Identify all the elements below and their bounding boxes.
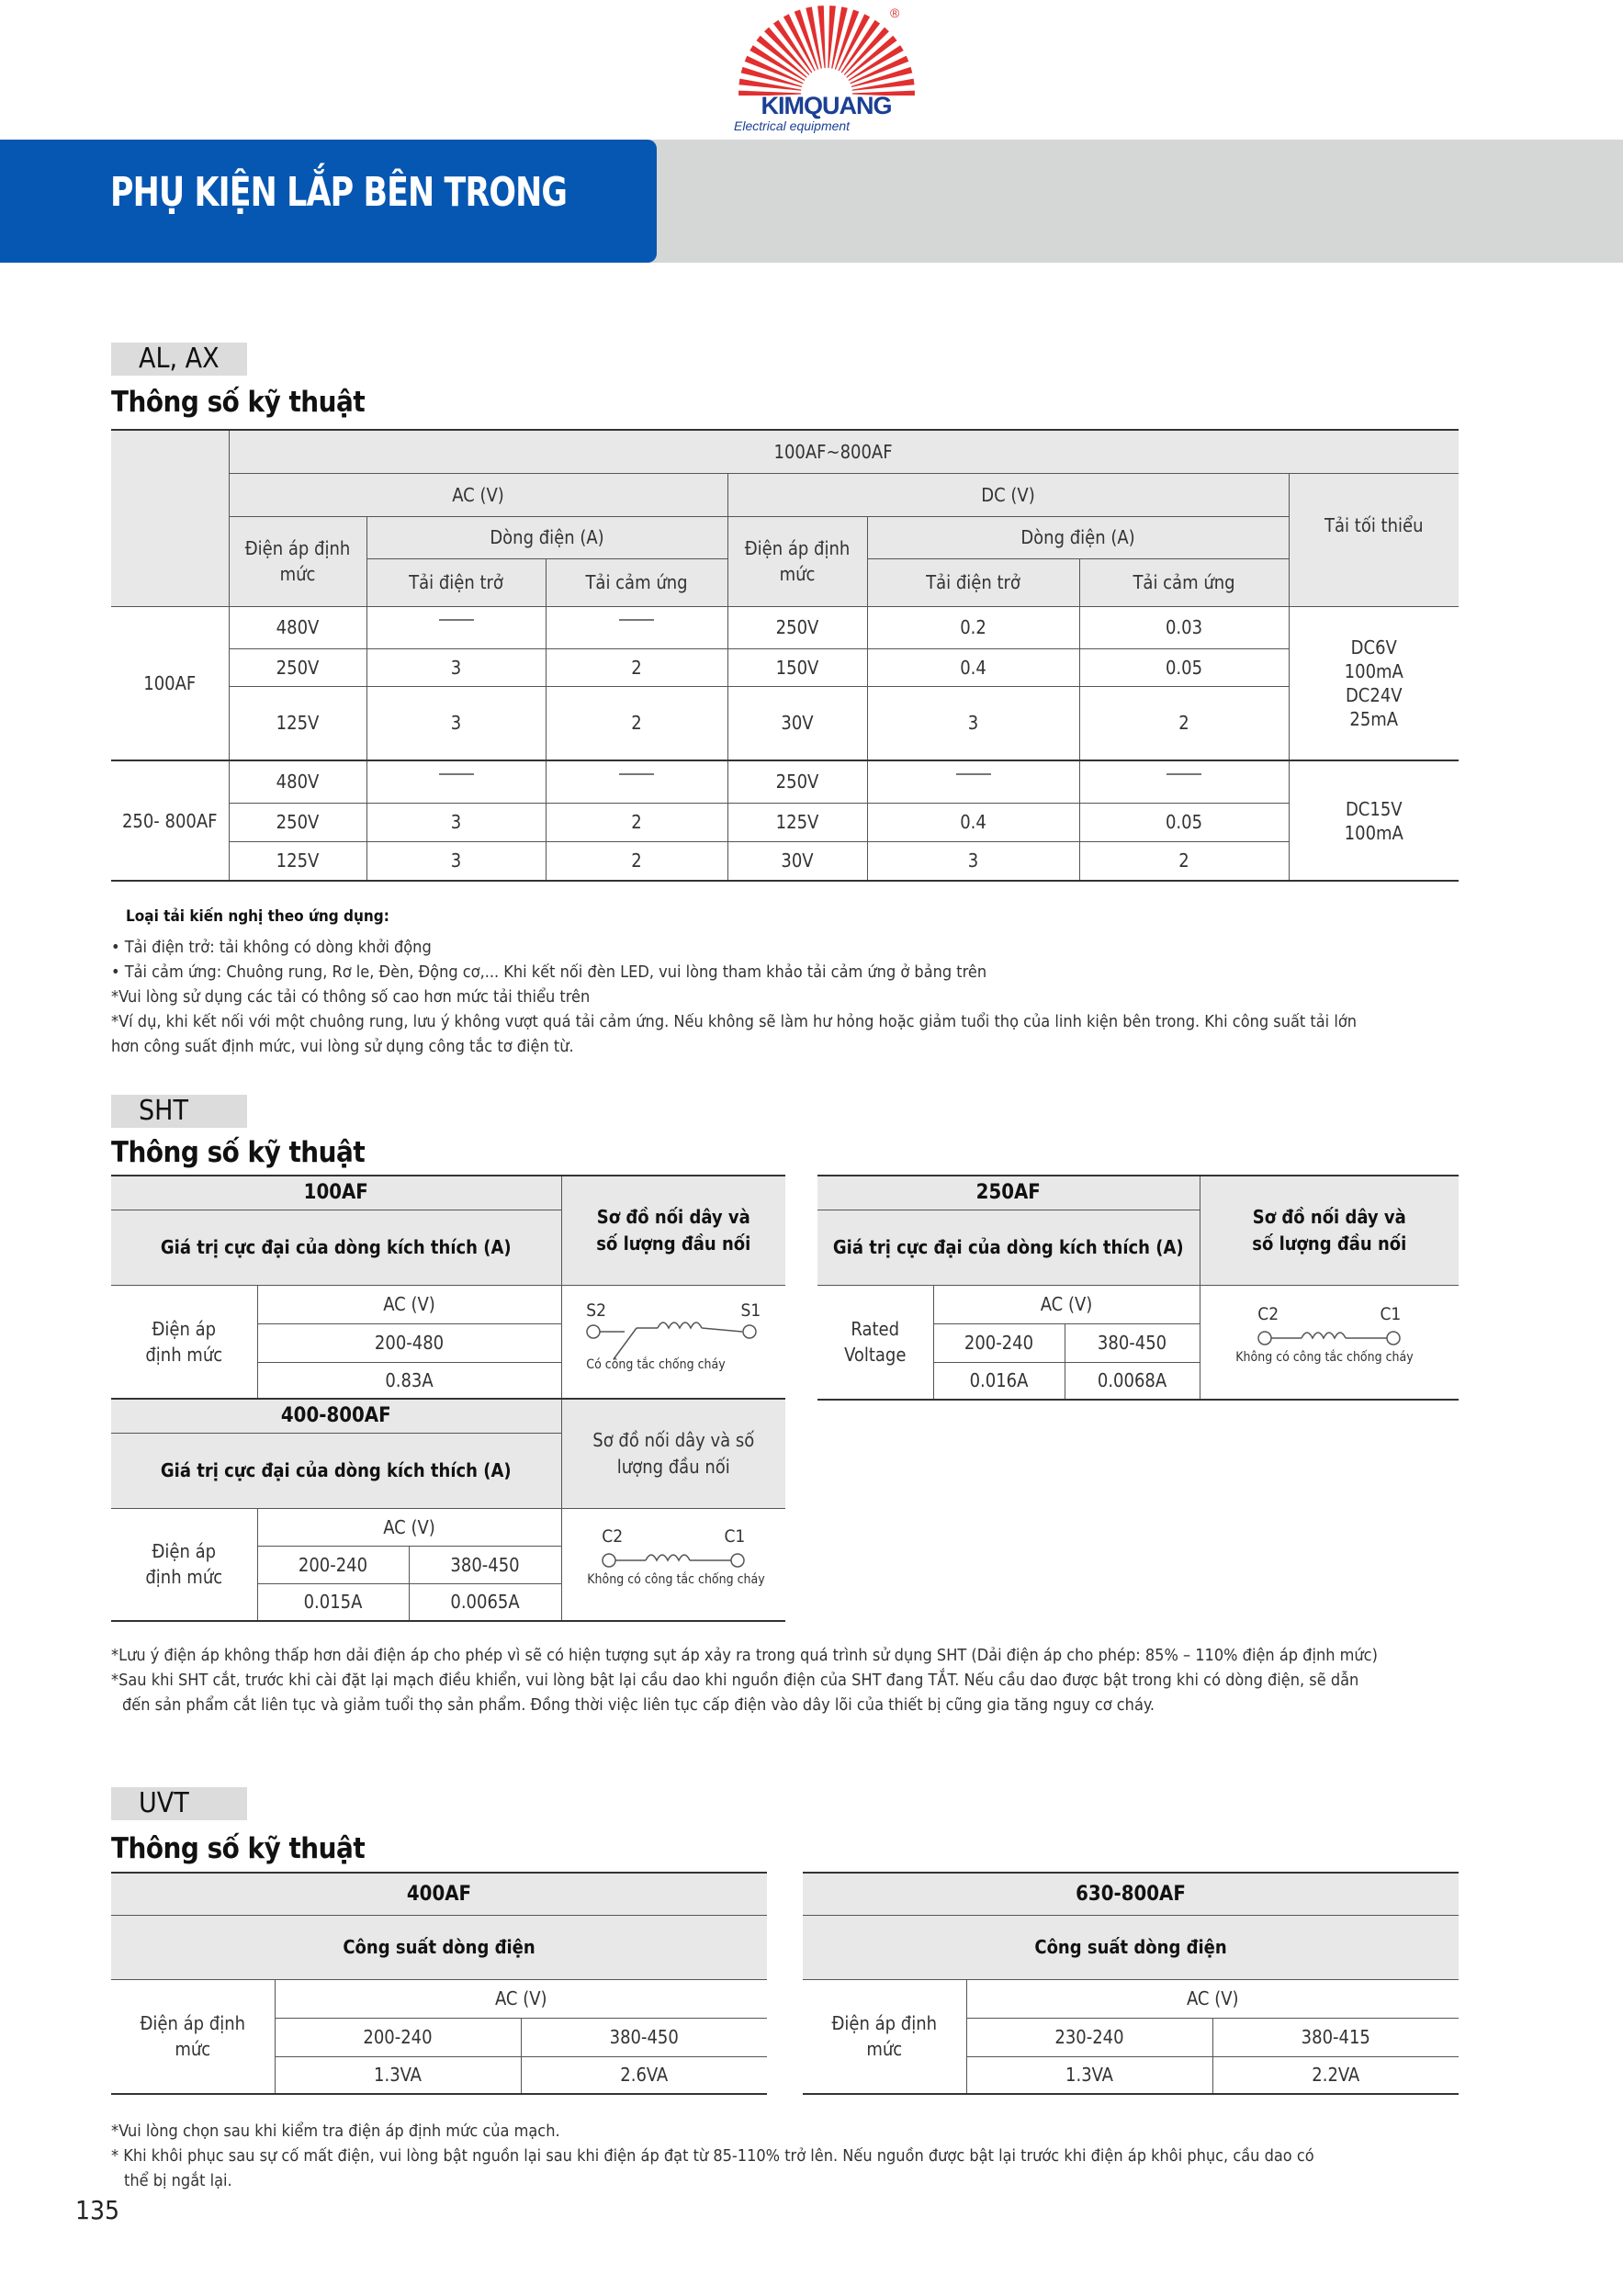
- ac-resistive-header: Tải điện trở: [366, 558, 546, 606]
- ac-resistive-cell: [366, 760, 546, 803]
- ac-resistive-cell: [366, 606, 546, 648]
- table-row: [111, 686, 1459, 760]
- min-load-cell: [1289, 760, 1459, 881]
- note-bullet: • Tải điện trở: tải không có dòng khởi động: [111, 938, 432, 957]
- dc-rated-voltage-header: Điện áp định mức: [727, 516, 867, 606]
- al-ax-spec-table: [111, 429, 1459, 882]
- uvt-630af-voltage: 380-415: [1212, 2018, 1459, 2056]
- dash-mark: [439, 619, 474, 621]
- ac-inductive-cell: 2: [546, 803, 727, 841]
- coil-icon: [591, 1547, 756, 1574]
- uvt-400af-voltage: 380-450: [521, 2018, 767, 2056]
- dc-resistive-cell: 0.4: [867, 803, 1079, 841]
- uvt-630af-voltage: 230-240: [966, 2018, 1212, 2056]
- wiring-diagram-no-switch: [587, 1525, 765, 1594]
- sht-250af-frame: 250AF: [817, 1176, 1200, 1210]
- ac-resistive-cell: 3: [366, 841, 546, 881]
- sht-100af-current: 0.83A: [257, 1362, 561, 1399]
- sht-400af-current: 0.015A: [257, 1583, 409, 1621]
- sht-400af-ac: AC (V): [257, 1508, 561, 1546]
- uvt-400af-voltage: 200-240: [275, 2018, 521, 2056]
- uvt-400af-header: Công suất dòng điện: [111, 1915, 767, 1979]
- dc-inductive-cell: 2: [1079, 841, 1289, 881]
- ac-header: AC (V): [229, 473, 727, 516]
- dc-voltage-cell: 30V: [727, 686, 867, 760]
- sht-400af-diagram-header: Sơ đồ nối dây và số lượng đầu nối: [561, 1399, 785, 1508]
- ac-inductive-cell: 2: [546, 686, 727, 760]
- table-row: [111, 648, 1459, 686]
- registered-mark: ®: [890, 6, 900, 20]
- sht-400af-voltage: 380-450: [409, 1546, 561, 1583]
- dc-voltage-cell: 125V: [727, 803, 867, 841]
- ac-resistive-cell: 3: [366, 686, 546, 760]
- diagram-caption: Không có công tắc chống cháy: [587, 1571, 765, 1587]
- diagram-caption: Không có công tắc chống cháy: [1235, 1349, 1414, 1365]
- uvt-630af-power: 1.3VA: [966, 2056, 1212, 2094]
- coil-icon: [1228, 1324, 1430, 1352]
- al-ax-notes: [111, 905, 1452, 1059]
- dc-resistive-cell: 3: [867, 841, 1079, 881]
- brand-name: KIMQUANG: [761, 92, 892, 119]
- uvt-notes: [111, 2119, 1333, 2193]
- terminal-label-left: S2: [586, 1300, 607, 1322]
- note-remark: *Vui lòng chọn sau khi kiểm tra điện áp định mức của mạch.: [111, 2122, 560, 2141]
- dc-resistive-cell: 0.2: [867, 606, 1079, 648]
- uvt-630af-header: Công suất dòng điện: [803, 1915, 1459, 1979]
- ac-resistive-cell: 3: [366, 803, 546, 841]
- note-remark: *Lưu ý điện áp không thấp hơn dải điện áp cho phép vì sẽ có hiện tượng sụt áp xảy ra trong quá trình sử dụng SHT (Dải điện áp cho phép: 85% – 110% điện áp định mức): [111, 1646, 1378, 1665]
- note-remark: *Sau khi SHT cắt, trước khi cài đặt lại mạch điều khiển, vui lòng bật lại cầu dao khi nguồn điện của SHT đang TẮT. Nếu cầu dao được bật trong khi có dòng điện, sẽ dẫn đến sản phẩm cắt liên tục và giảm tuổi thọ sản phẩm. Đồng thời việc liên tục cấp điện vào dây lõi của thiết bị cũng gia tăng nguy cơ cháy.: [111, 1671, 1359, 1715]
- sht-250af-current: 0.016A: [933, 1362, 1065, 1400]
- ac-current-header: Dòng điện (A): [366, 516, 727, 558]
- dc-resistive-header: Tải điện trở: [867, 558, 1079, 606]
- uvt-400af-row-label: Điện áp định mức: [111, 1979, 275, 2094]
- sht-100af-row-label: Điện áp định mức: [111, 1285, 257, 1399]
- sht-100af-ac: AC (V): [257, 1285, 561, 1323]
- min-load-line: 100mA: [1344, 821, 1403, 844]
- sht-400af-row-label: Điện áp định mức: [111, 1508, 257, 1621]
- min-load-header: Tải tối thiểu: [1289, 473, 1459, 606]
- table-row: [111, 803, 1459, 841]
- terminal-label-right: S1: [740, 1300, 761, 1322]
- sht-250af-row-label: Rated Voltage: [817, 1285, 933, 1400]
- notes-heading: Loại tải kiến nghị theo ứng dụng:: [126, 907, 389, 926]
- min-load-cell: [1289, 606, 1459, 760]
- note-bullet: • Tải cảm ứng: Chuông rung, Rơ le, Đèn, Động cơ,... Khi kết nối đèn LED, vui lòng tham khảo tải cảm ứng ở bảng trên: [111, 962, 987, 982]
- table-row: [111, 606, 1459, 648]
- ac-voltage-cell: 125V: [229, 686, 366, 760]
- min-load-line: DC6V: [1350, 636, 1397, 658]
- dc-resistive-cell: 0.4: [867, 648, 1079, 686]
- ac-inductive-cell: 2: [546, 841, 727, 881]
- dc-inductive-cell: 0.05: [1079, 648, 1289, 686]
- sht-400af-header: Giá trị cực đại của dòng kích thích (A): [111, 1433, 561, 1508]
- dc-voltage-cell: 30V: [727, 841, 867, 881]
- sht-notes: [111, 1643, 1379, 1717]
- dc-voltage-cell: 250V: [727, 606, 867, 648]
- sht-400af-diagram: [561, 1508, 785, 1621]
- diagram-caption: Có công tắc chống cháy: [586, 1357, 726, 1373]
- sht-100af-diagram-header: Sơ đồ nối dây và số lượng đầu nối: [561, 1176, 785, 1285]
- ac-voltage-cell: 125V: [229, 841, 366, 881]
- ac-inductive-cell: 2: [546, 648, 727, 686]
- ac-voltage-cell: 250V: [229, 803, 366, 841]
- min-load-line: DC24V: [1345, 683, 1403, 706]
- table-row: [111, 760, 1459, 803]
- corner-cell: [111, 430, 229, 606]
- section-tag-al-ax: AL, AX: [111, 343, 247, 376]
- dc-voltage-cell: 150V: [727, 648, 867, 686]
- sht-100af-frame: 100AF: [111, 1176, 561, 1210]
- note-bullet-text: Tải điện trở: tải không có dòng khởi động: [124, 938, 432, 957]
- sht-250af-table: [817, 1175, 1459, 1401]
- sht-100af-diagram: [561, 1285, 785, 1399]
- dc-inductive-cell: 0.05: [1079, 803, 1289, 841]
- ac-voltage-cell: 480V: [229, 606, 366, 648]
- ac-inductive-cell: [546, 606, 727, 648]
- section-subheading: Thông số kỹ thuật: [111, 1832, 366, 1865]
- al-ax-table-body: [111, 606, 1459, 881]
- dc-resistive-cell: 3: [867, 686, 1079, 760]
- dc-inductive-header: Tải cảm ứng: [1079, 558, 1289, 606]
- min-load-line: 100mA: [1344, 659, 1403, 682]
- brand-tagline: Electrical equipment: [734, 118, 851, 133]
- dc-inductive-cell: [1079, 760, 1289, 803]
- sht-250af-voltage: 380-450: [1065, 1323, 1200, 1362]
- section-subheading: Thông số kỹ thuật: [111, 386, 366, 419]
- uvt-630af-power: 2.2VA: [1212, 2056, 1459, 2094]
- frame-label: 100AF: [111, 606, 229, 760]
- min-load-line: DC15V: [1345, 797, 1403, 820]
- sht-100af-voltage: 200-480: [257, 1323, 561, 1362]
- terminal-label-right: C1: [724, 1525, 746, 1547]
- uvt-630af-row-label: Điện áp định mức: [803, 1979, 966, 2094]
- sht-250af-header: Giá trị cực đại của dòng kích thích (A): [817, 1210, 1200, 1285]
- dc-voltage-cell: 250V: [727, 760, 867, 803]
- sht-100af-header: Giá trị cực đại của dòng kích thích (A): [111, 1210, 561, 1285]
- dash-mark: [1167, 773, 1201, 775]
- ac-voltage-cell: 250V: [229, 648, 366, 686]
- section-subheading: Thông số kỹ thuật: [111, 1136, 366, 1169]
- wiring-diagram-no-switch: [1228, 1303, 1430, 1372]
- terminal-label-left: C2: [602, 1525, 624, 1547]
- note-remark: * Khi khôi phục sau sự cố mất điện, vui lòng bật nguồn lại sau khi điện áp đạt từ 85-110% trở lên. Nếu nguồn được bật lại trước khi điện áp khôi phục, cầu dao có thể bị ngắt lại.: [111, 2146, 1314, 2190]
- page-title: PHỤ KIỆN LẮP BÊN TRONG: [110, 169, 568, 216]
- sht-400af-current: 0.0065A: [409, 1583, 561, 1621]
- dc-inductive-cell: 0.03: [1079, 606, 1289, 648]
- uvt-400af-power: 2.6VA: [521, 2056, 767, 2094]
- uvt-630af-frame: 630-800AF: [803, 1873, 1459, 1915]
- page-number: 135: [75, 2195, 120, 2225]
- sht-100af-table: [111, 1175, 785, 1622]
- dash-mark: [619, 773, 654, 775]
- sht-250af-ac: AC (V): [933, 1285, 1200, 1323]
- uvt-400af-power: 1.3VA: [275, 2056, 521, 2094]
- uvt-630af-table: [803, 1872, 1459, 2095]
- wiring-diagram-with-switch: [586, 1302, 761, 1376]
- sht-400af-voltage: 200-240: [257, 1546, 409, 1583]
- uvt-400af-frame: 400AF: [111, 1873, 767, 1915]
- terminal-label-right: C1: [1380, 1303, 1402, 1324]
- dc-resistive-cell: [867, 760, 1079, 803]
- ac-voltage-cell: 480V: [229, 760, 366, 803]
- sht-250af-current: 0.0068A: [1065, 1362, 1200, 1400]
- range-header: 100AF~800AF: [229, 430, 1459, 473]
- dc-current-header: Dòng điện (A): [867, 516, 1289, 558]
- dash-mark: [956, 773, 991, 775]
- section-tag-sht: SHT: [111, 1095, 247, 1128]
- section-tag-uvt: UVT: [111, 1787, 247, 1820]
- dc-header: DC (V): [727, 473, 1289, 516]
- note-remark: *Vui lòng sử dụng các tải có thông số cao hơn mức tải thiểu trên: [111, 987, 591, 1007]
- dc-inductive-cell: 2: [1079, 686, 1289, 760]
- sht-250af-diagram: [1200, 1285, 1459, 1400]
- frame-label: 250- 800AF: [111, 760, 229, 881]
- dash-mark: [439, 773, 474, 775]
- dash-mark: [619, 619, 654, 621]
- ac-rated-voltage-header: Điện áp định mức: [229, 516, 366, 606]
- note-remark: *Ví dụ, khi kết nối với một chuông rung, lưu ý không vượt quá tải cảm ứng. Nếu không sẽ làm hư hỏng hoặc giảm tuổi thọ của linh kiện bên trong. Khi công suất tải lớn hơn công suất định mức, vui lòng sử dụng công tắc tơ điện từ.: [111, 1012, 1357, 1056]
- sht-400af-frame: 400-800AF: [111, 1399, 561, 1433]
- sht-250af-diagram-header: Sơ đồ nối dây và số lượng đầu nối: [1200, 1176, 1459, 1285]
- uvt-630af-ac: AC (V): [966, 1979, 1459, 2018]
- terminal-label-left: C2: [1257, 1303, 1279, 1324]
- sht-250af-voltage: 200-240: [933, 1323, 1065, 1362]
- ac-inductive-header: Tải cảm ứng: [546, 558, 727, 606]
- min-load-line: 25mA: [1349, 707, 1399, 730]
- uvt-400af-ac: AC (V): [275, 1979, 767, 2018]
- ac-resistive-cell: 3: [366, 648, 546, 686]
- note-bullet-text: Tải cảm ứng: Chuông rung, Rơ le, Đèn, Động cơ,... Khi kết nối đèn LED, vui lòng tham khảo tải cảm ứng ở bảng trên: [124, 962, 987, 982]
- ac-inductive-cell: [546, 760, 727, 803]
- uvt-400af-table: [111, 1872, 767, 2095]
- table-row: [111, 841, 1459, 881]
- brand-logo: [730, 4, 923, 137]
